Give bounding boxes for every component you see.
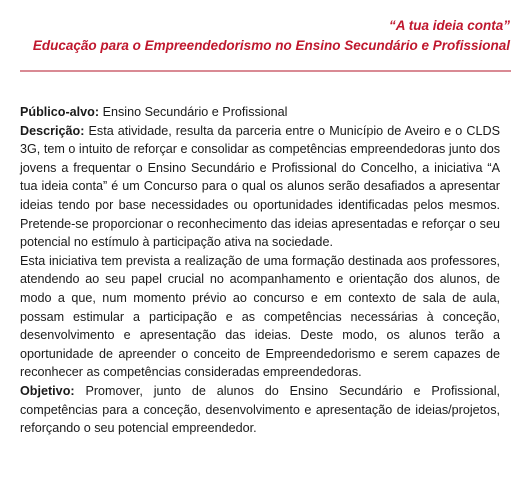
target-audience-text: Ensino Secundário e Profissional <box>102 105 288 119</box>
target-audience-label: Público-alvo: <box>20 105 100 119</box>
description-paragraph <box>20 122 500 252</box>
header-divider <box>20 70 511 72</box>
document-subtitle: Educação para o Empreendedorismo no Ensino Secundário e Profissional <box>32 38 510 53</box>
description-continuation-paragraph: Esta iniciativa tem prevista a realização de uma formação destinada aos professores, atendendo ao seu papel crucial no acompanhamento e orientação dos alunos, de modo a que, num momento prévio ao concurso e em contexto de sala de aula, possam estimular a participação e as competências necessárias à conceção, desenvolvimento e apresentação das ideias. Deste modo, os alunos terão a oportunidade de apreender o conceito de Empreendedorismo e serem capazes de reconhecer as competências consideradas empreendedoras. <box>20 253 500 380</box>
objective-text: Promover, junto de alunos do Ensino Secundário e Profissional, competências para a conceção, desenvolvimento e apresentação de ideias/projetos, reforçando o seu potencial empreendedor. <box>20 383 501 436</box>
target-audience-paragraph <box>20 103 500 122</box>
document-header <box>20 16 510 56</box>
description-label: Descrição: <box>20 123 85 138</box>
objective-label: Objetivo: <box>20 383 75 398</box>
description-text: Esta atividade, resulta da parceria entre o Município de Aveiro e o CLDS 3G, tem o intuito de reforçar e consolidar as competências empreendedoras junto dos jovens a frequentar o Ensino Secundário e Profissional do Concelho, a iniciativa “A tua ideia conta” é um Concurso para o qual os alunos serão desafiados a apresentar ideias tendo por base necessidades ou oportunidades identificadas pelos mesmos. Pretende-se proporcionar o reconhecimento das ideias apresentadas e reforçar o seu potencial no estímulo à participação ativa na sociedade. <box>20 123 500 250</box>
document-body <box>20 103 500 438</box>
document-title: “A tua ideia conta” <box>388 18 510 33</box>
objective-paragraph <box>20 382 500 438</box>
